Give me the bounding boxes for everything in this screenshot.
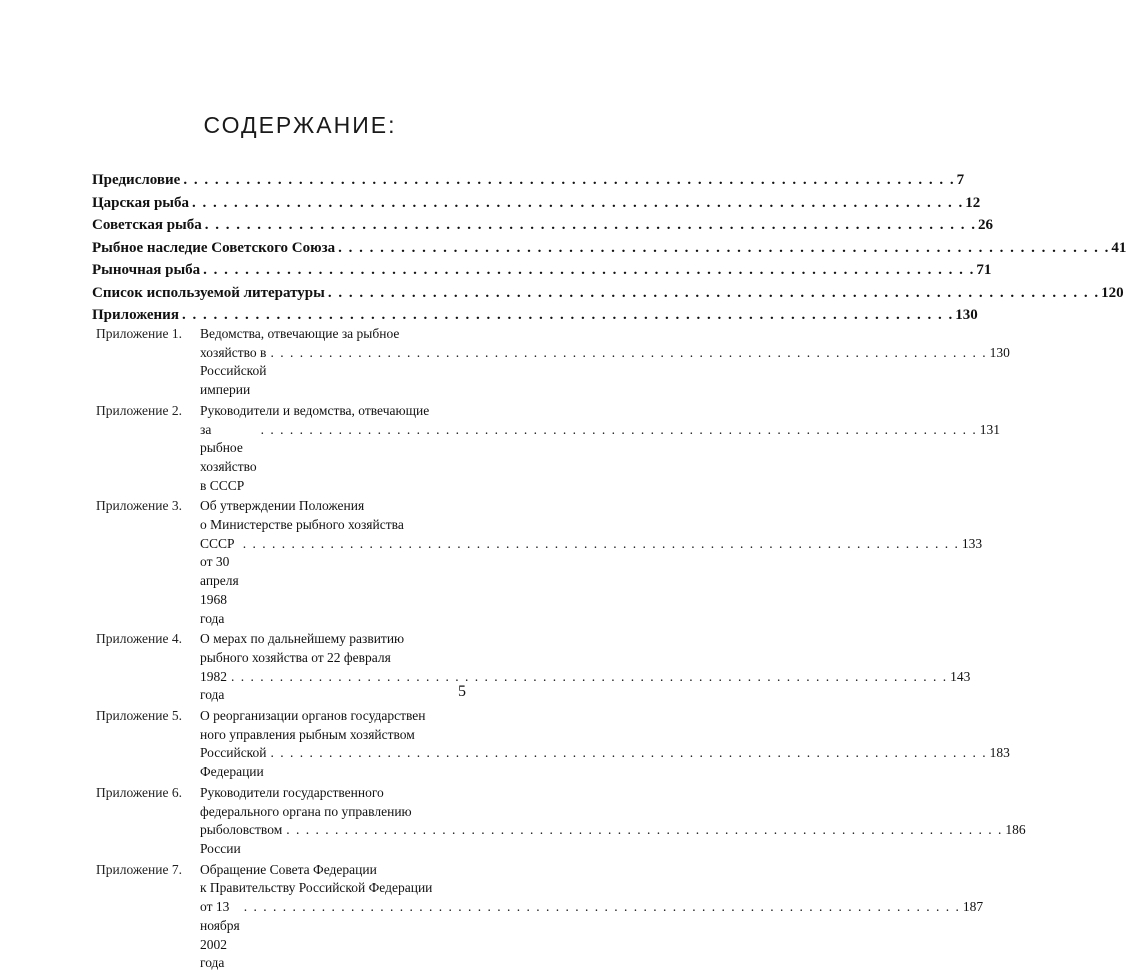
- toc-entry-title: Приложения: [92, 307, 179, 323]
- appendix-title-line: 1982 года: [200, 668, 227, 703]
- toc-entry-page: 41: [1111, 239, 1126, 256]
- appendix-label: Приложение 6.: [96, 784, 182, 800]
- appendix-label: Приложение 3.: [96, 498, 182, 514]
- toc-entry-title: Предисловие: [92, 172, 181, 188]
- toc-entry-page: 120: [1101, 284, 1124, 301]
- toc-entry-title: Список используемой литературы: [92, 284, 325, 301]
- appendix-entry[interactable]: [96, 402, 1001, 496]
- toc-entry-title: Рыбное наследие Советского Союза: [92, 239, 336, 256]
- appendix-title-line: Руководители государственного: [200, 784, 384, 800]
- toc-entry-title: Советская рыба: [92, 217, 202, 233]
- appendix-label: Приложение 2.: [96, 402, 182, 418]
- toc-entry-title: Рыночная рыба: [92, 262, 201, 278]
- toc-entry-page: 71: [976, 262, 992, 278]
- appendix-page: 183: [989, 745, 1010, 761]
- appendix-entry[interactable]: [96, 630, 971, 705]
- appendix-page: 187: [962, 899, 984, 915]
- appendix-entry[interactable]: [96, 861, 984, 973]
- appendix-title-line: Руководители и ведомства, отвечающие: [200, 402, 430, 418]
- appendix-leader-dots: [286, 821, 1001, 840]
- appendix-page: 186: [1005, 822, 1026, 838]
- appendix-entry[interactable]: [96, 497, 983, 628]
- appendix-label: Приложение 7.: [96, 861, 182, 877]
- toc-entry[interactable]: [92, 262, 992, 285]
- appendix-leader-dots: [271, 744, 986, 763]
- appendix-title-line: федерального органа по управлению: [200, 803, 412, 819]
- appendix-entry[interactable]: [96, 707, 1010, 782]
- appendix-page: 143: [950, 668, 971, 684]
- appendix-entry[interactable]: [96, 784, 1026, 859]
- page-title: СОДЕРЖАНИЕ:: [203, 112, 397, 138]
- appendix-page: 133: [961, 535, 983, 551]
- appendix-title-line: СССР от 30 апреля 1968 года: [200, 535, 239, 626]
- appendix-title-line: к Правительству Российской Федерации: [200, 880, 433, 896]
- appendix-title-line: от 13 ноября 2002 года: [200, 899, 240, 971]
- appendix-title-line: О мерах по дальнейшему развитию: [200, 631, 405, 647]
- toc-entry-page: 7: [956, 172, 965, 188]
- toc-leader-dots: [203, 262, 973, 279]
- appendix-title-line: хозяйство в Российской империи: [200, 344, 267, 398]
- toc-entry[interactable]: [92, 194, 981, 218]
- table-of-contents: [92, 172, 1126, 330]
- toc-entry[interactable]: [92, 284, 1124, 308]
- toc-entry-page: 130: [955, 307, 978, 323]
- appendix-page: 131: [979, 421, 1001, 437]
- toc-entry-title: Царская рыба: [92, 194, 190, 211]
- appendix-title-line: Ведомства, отвечающие за рыбное: [200, 326, 400, 341]
- appendix-page: 130: [989, 344, 1010, 360]
- appendix-leader-dots: [231, 668, 946, 687]
- appendix-title-line: рыбного хозяйства от 22 февраля: [200, 649, 391, 665]
- toc-leader-dots: [182, 307, 952, 324]
- toc-entry-page: 12: [965, 194, 981, 211]
- toc-entry[interactable]: [92, 172, 965, 195]
- appendix-title-line: Российской Федерации: [200, 745, 267, 780]
- appendix-label: Приложение 1.: [96, 326, 182, 341]
- appendix-title-line: Обращение Совета Федерации: [200, 861, 377, 877]
- toc-leader-dots: [338, 240, 1108, 257]
- appendix-title-line: о Министерстве рыбного хозяйства: [200, 517, 404, 533]
- appendix-label: Приложение 5.: [96, 708, 182, 724]
- appendix-leader-dots: [244, 898, 959, 917]
- appendix-title-line: за рыбное хозяйство в СССР: [200, 421, 257, 493]
- toc-entry[interactable]: [92, 217, 994, 240]
- toc-leader-dots: [183, 172, 953, 189]
- appendix-title-line: О реорганизации органов государствен: [200, 708, 426, 724]
- appendix-entry[interactable]: [96, 325, 1010, 400]
- page-number: 5: [458, 683, 466, 700]
- appendix-title-line: ного управления рыбным хозяйством: [200, 726, 415, 742]
- appendix-title-line: Об утверждении Положения: [200, 498, 365, 514]
- toc-entry-page: 26: [978, 217, 994, 233]
- toc-leader-dots: [328, 285, 1098, 302]
- toc-leader-dots: [192, 195, 962, 212]
- appendix-list: [96, 325, 1026, 975]
- toc-entry[interactable]: [92, 239, 1126, 263]
- appendix-leader-dots: [243, 535, 958, 554]
- appendix-leader-dots: [271, 344, 986, 363]
- appendix-title-line: рыболовством России: [200, 822, 283, 856]
- appendix-leader-dots: [261, 421, 976, 440]
- appendix-label: Приложение 4.: [96, 631, 182, 647]
- toc-leader-dots: [205, 217, 975, 234]
